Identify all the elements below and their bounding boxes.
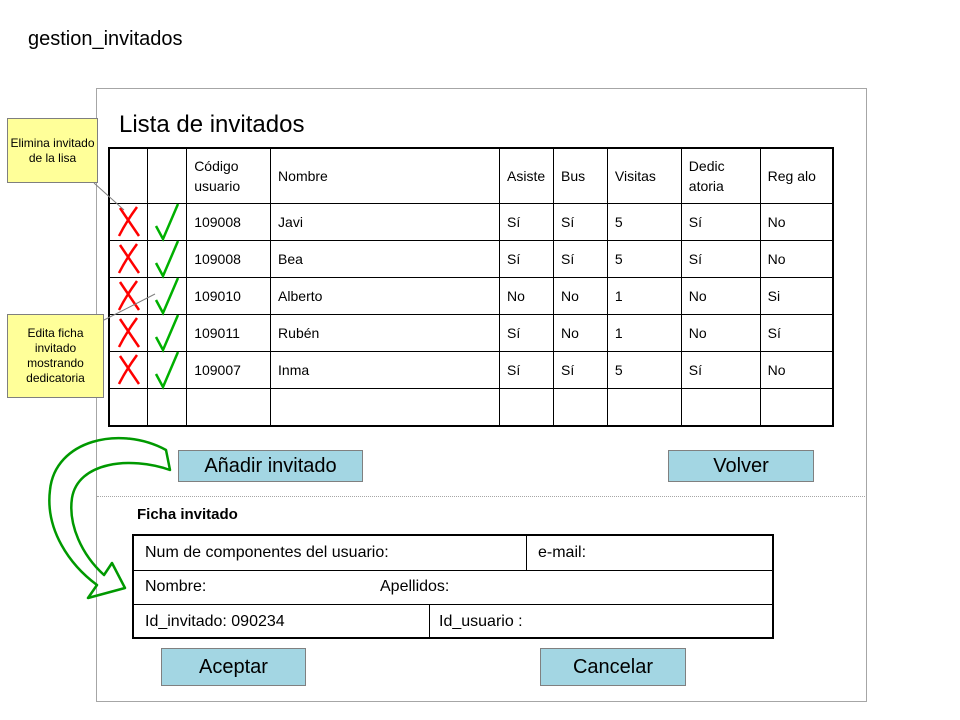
- delete-cell: [109, 240, 148, 277]
- add-guest-button[interactable]: Añadir invitado: [178, 450, 363, 482]
- delete-callout: Elimina invitado de la lisa: [7, 118, 98, 183]
- header-gift: Reg alo: [760, 148, 833, 203]
- components-label: Num de componentes del usuario:: [145, 544, 389, 561]
- header-bus: Bus: [554, 148, 608, 203]
- cell-visits: 5: [607, 351, 681, 388]
- edit-cell: [148, 240, 187, 277]
- user-id-label: Id_usuario :: [439, 613, 523, 630]
- edit-check-icon[interactable]: [148, 278, 186, 314]
- cell-code: 109011: [187, 314, 271, 351]
- cell-attends: Sí: [500, 240, 554, 277]
- cell-gift: Si: [760, 277, 833, 314]
- cell-bus: No: [554, 277, 608, 314]
- delete-cell: [109, 203, 148, 240]
- header-dedication: Dedic atoria: [681, 148, 760, 203]
- cell-dedication: Sí: [681, 203, 760, 240]
- guest-card: [132, 534, 774, 639]
- empty-cell: [109, 388, 148, 426]
- cell-code: 109007: [187, 351, 271, 388]
- cell-dedication: Sí: [681, 351, 760, 388]
- header-name: Nombre: [271, 148, 500, 203]
- empty-cell: [681, 388, 760, 426]
- surname-label: Apellidos:: [380, 578, 450, 595]
- empty-cell: [554, 388, 608, 426]
- cell-gift: Sí: [760, 314, 833, 351]
- edit-cell: [148, 314, 187, 351]
- card-row-divider: [134, 570, 772, 571]
- cell-attends: Sí: [500, 351, 554, 388]
- empty-cell: [187, 388, 271, 426]
- empty-cell: [607, 388, 681, 426]
- cell-gift: No: [760, 240, 833, 277]
- cell-dedication: No: [681, 314, 760, 351]
- list-title: Lista de invitados: [119, 111, 305, 138]
- email-label: e-mail:: [538, 544, 587, 561]
- cancel-button[interactable]: Cancelar: [540, 648, 686, 686]
- table-row: [109, 314, 833, 351]
- delete-cell: [109, 314, 148, 351]
- cell-dedication: Sí: [681, 240, 760, 277]
- edit-check-icon[interactable]: [148, 315, 186, 351]
- empty-cell: [760, 388, 833, 426]
- delete-cell: [109, 277, 148, 314]
- header-code: Código usuario: [187, 148, 271, 203]
- cell-bus: No: [554, 314, 608, 351]
- back-button[interactable]: Volver: [668, 450, 814, 482]
- cell-code: 109008: [187, 240, 271, 277]
- header-edit-col: [148, 148, 187, 203]
- guest-card-title: Ficha invitado: [137, 506, 238, 523]
- delete-cross-icon[interactable]: [110, 352, 147, 388]
- empty-cell: [500, 388, 554, 426]
- cell-bus: Sí: [554, 203, 608, 240]
- cell-bus: Sí: [554, 351, 608, 388]
- cell-gift: No: [760, 203, 833, 240]
- table-row: [109, 240, 833, 277]
- table-header-row: [109, 148, 833, 203]
- name-label: Nombre:: [145, 578, 207, 595]
- table-row-empty: [109, 388, 833, 426]
- edit-callout: Edita ficha invitado mostrando dedicatoria: [7, 314, 104, 398]
- cell-code: 109010: [187, 277, 271, 314]
- section-divider: [97, 496, 867, 497]
- cell-name: Javi: [271, 203, 500, 240]
- cell-attends: Sí: [500, 203, 554, 240]
- header-attends: Asiste: [500, 148, 554, 203]
- table-row: [109, 351, 833, 388]
- cell-visits: 1: [607, 277, 681, 314]
- delete-cross-icon[interactable]: [110, 241, 147, 277]
- delete-cross-icon[interactable]: [110, 204, 147, 240]
- delete-cell: [109, 351, 148, 388]
- edit-check-icon[interactable]: [148, 352, 186, 388]
- header-visits: Visitas: [607, 148, 681, 203]
- cell-code: 109008: [187, 203, 271, 240]
- card-col-divider: [429, 604, 430, 639]
- cell-name: Inma: [271, 351, 500, 388]
- cell-name: Alberto: [271, 277, 500, 314]
- cell-visits: 1: [607, 314, 681, 351]
- card-col-divider: [526, 536, 527, 570]
- cell-attends: Sí: [500, 314, 554, 351]
- page-title: gestion_invitados: [28, 28, 183, 50]
- edit-cell: [148, 203, 187, 240]
- cell-attends: No: [500, 277, 554, 314]
- edit-cell: [148, 351, 187, 388]
- cell-name: Rubén: [271, 314, 500, 351]
- empty-cell: [271, 388, 500, 426]
- edit-cell: [148, 277, 187, 314]
- empty-cell: [148, 388, 187, 426]
- cell-name: Bea: [271, 240, 500, 277]
- guest-table: [108, 147, 834, 427]
- header-delete-col: [109, 148, 148, 203]
- edit-check-icon[interactable]: [148, 204, 186, 240]
- guest-id-label: Id_invitado: 090234: [145, 613, 285, 630]
- delete-cross-icon[interactable]: [110, 315, 147, 351]
- table-row: [109, 203, 833, 240]
- card-row-divider: [134, 604, 772, 605]
- accept-button[interactable]: Aceptar: [161, 648, 306, 686]
- delete-cross-icon[interactable]: [110, 278, 147, 314]
- cell-visits: 5: [607, 240, 681, 277]
- table-row: [109, 277, 833, 314]
- cell-dedication: No: [681, 277, 760, 314]
- edit-check-icon[interactable]: [148, 241, 186, 277]
- cell-bus: Sí: [554, 240, 608, 277]
- cell-visits: 5: [607, 203, 681, 240]
- cell-gift: No: [760, 351, 833, 388]
